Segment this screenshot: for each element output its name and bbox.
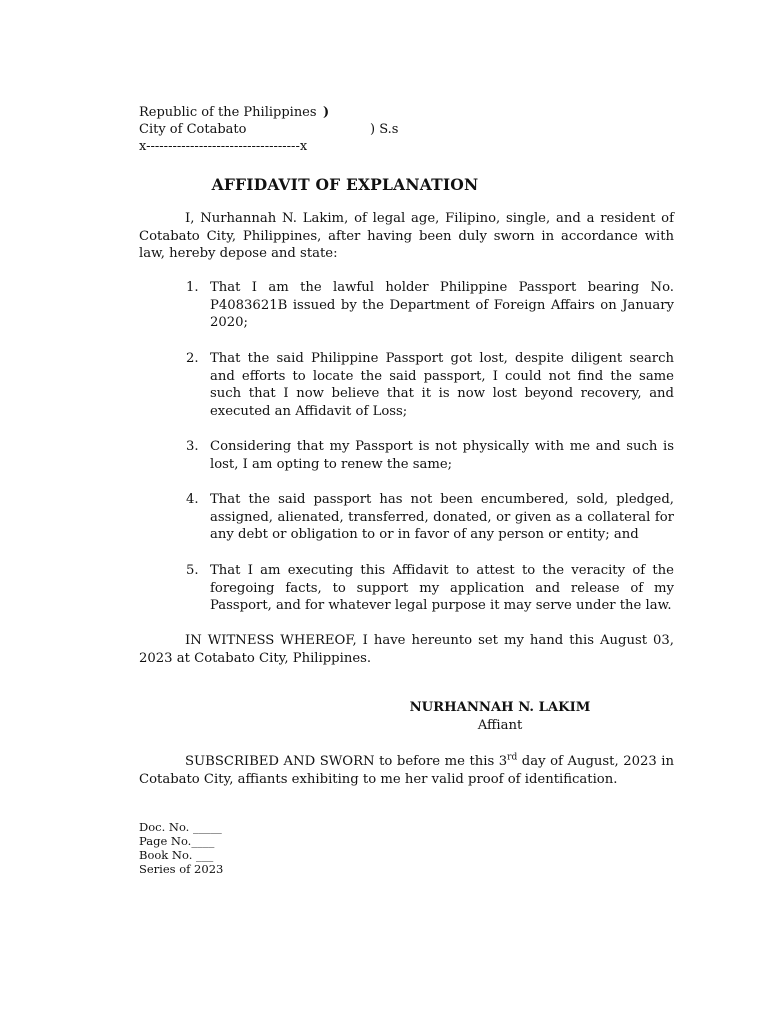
- list-item-text: Considering that my Passport is not physically with me and such is lost, I am opting to renew the same;: [210, 439, 674, 472]
- list-item-number: 4.: [186, 492, 199, 507]
- notary-page-no: Page No.____: [139, 834, 215, 848]
- list-item-text: That the said passport has not been encumbered, sold, pledged, assigned, alienated, transferred, donated, or given as a collateral for any debt or obligation to or in favor of any person or entity; and: [210, 492, 674, 542]
- notary-doc-no: Doc. No. _____: [139, 820, 222, 834]
- jurat-text-end: day of August, 2023 in Cotabato City, affiants exhibiting to me her valid proof of identification.: [139, 754, 674, 787]
- affiant-name: NURHANNAH N. LAKIM: [409, 700, 591, 715]
- list-item-text: That I am executing this Affidavit to attest to the veracity of the foregoing facts, to support my application and release of my Passport, and for whatever legal purpose it may serve under the law.: [210, 563, 674, 613]
- list-item-number: 1.: [186, 280, 199, 295]
- notary-series: Series of 2023: [139, 862, 224, 876]
- jurat-ordinal-suffix: rd: [507, 752, 518, 763]
- venue-separator: x-----------------------------------x: [139, 139, 308, 154]
- notary-book-no: Book No. ___: [139, 848, 214, 862]
- intro-paragraph: I, Nurhannah N. Lakim, of legal age, Filipino, single, and a resident of Cotabato City, Philippines, after having been duly sworn in accordance with law, hereby depose and state:: [139, 211, 674, 261]
- venue-line-city: [139, 121, 399, 138]
- list-item-number: 3.: [186, 439, 199, 454]
- list-item-text: That the said Philippine Passport got lost, despite diligent search and efforts to locate the said passport, I could not find the same such that I now believe that it is now lost beyond recovery, and executed an Affidavit of Loss;: [210, 351, 674, 419]
- venue-city-text: City of Cotabato: [139, 122, 247, 137]
- signature-block: [390, 699, 610, 734]
- list-item-number: 2.: [186, 351, 199, 366]
- venue-paren: ): [323, 105, 330, 120]
- list-item-number: 5.: [186, 563, 199, 578]
- venue-line-republic: [139, 104, 330, 121]
- list-item-text: That I am the lawful holder Philippine Passport bearing No. P4083621B issued by the Department of Foreign Affairs on January 2020;: [210, 280, 674, 330]
- list-item: [139, 438, 674, 473]
- venue-ss: ) S.s: [370, 122, 399, 137]
- document-title: AFFIDAVIT OF EXPLANATION: [211, 175, 479, 194]
- witness-paragraph: IN WITNESS WHEREOF, I have hereunto set my hand this August 03, 2023 at Cotabato City, Philippines.: [139, 633, 674, 666]
- jurat-text-start: SUBSCRIBED AND SWORN to before me this 3: [185, 754, 508, 769]
- list-item: [139, 350, 674, 420]
- list-item: [139, 279, 674, 332]
- jurat-paragraph: [139, 753, 674, 788]
- list-item: [139, 491, 674, 544]
- notary-register: [139, 820, 223, 876]
- list-item: [139, 562, 674, 615]
- affiant-role: Affiant: [477, 717, 523, 733]
- venue-republic-text: Republic of the Philippines: [139, 105, 317, 120]
- venue-block: [139, 104, 399, 155]
